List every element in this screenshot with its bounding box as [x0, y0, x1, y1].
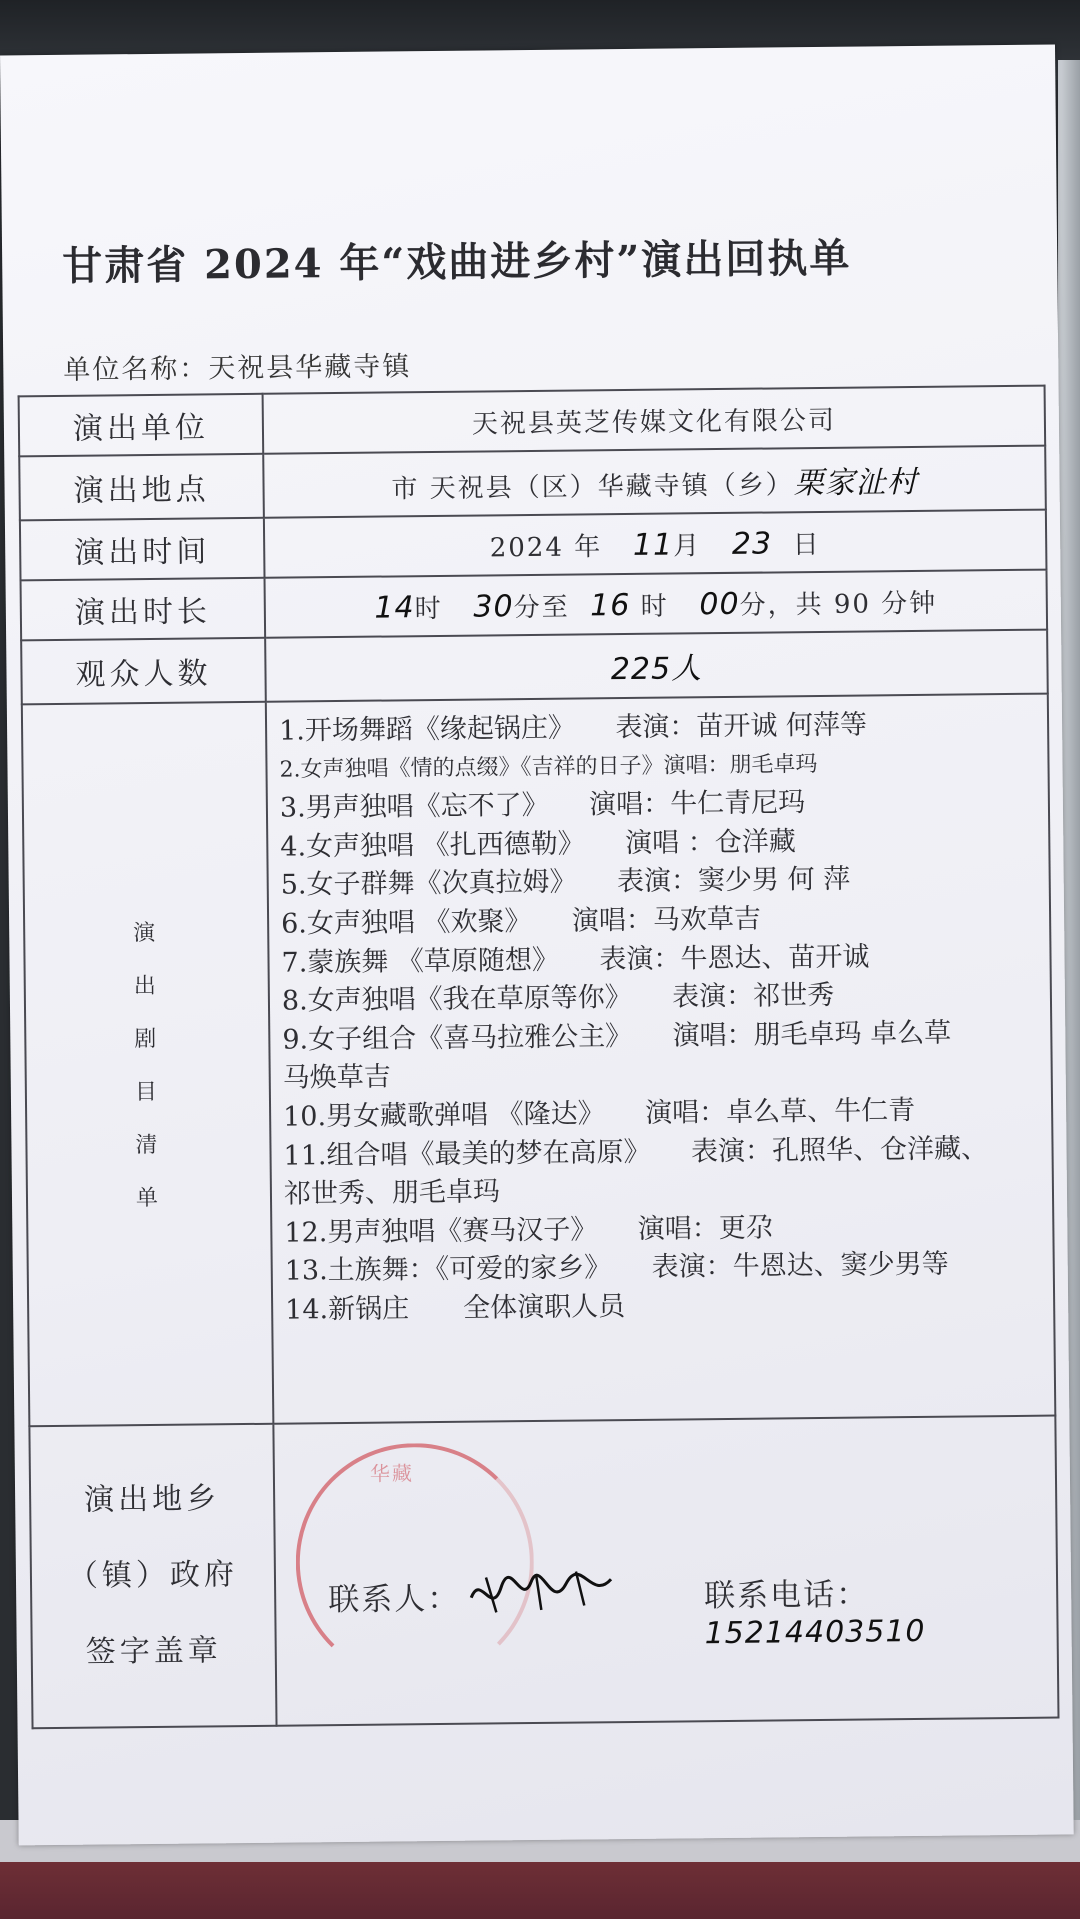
program-item-performer: 演唱：马欢草吉 — [517, 903, 762, 938]
program-label — [25, 915, 270, 1214]
program-item-title: 8.女声独唱《我在草原等你》 — [281, 982, 619, 1017]
program-item-title: 祁世秀、朋毛卓玛 — [283, 1176, 501, 1210]
duration-value — [265, 570, 1048, 638]
form-row-performer — [19, 386, 1046, 457]
form-row-sign — [29, 1416, 1058, 1729]
contact-person — [328, 1573, 460, 1619]
date-day-suffix: 日 — [792, 529, 821, 560]
program-item — [285, 1284, 1045, 1331]
program-item-performer: 表演：苗开诚 何萍等 — [561, 709, 868, 744]
program-list — [266, 694, 1056, 1424]
contact-label: 联系人： — [328, 1580, 461, 1619]
performer-label: 演出单位 — [19, 394, 264, 457]
program-item-title: 1.开场舞蹈《缘起锅庄》 — [278, 712, 562, 747]
program-label-char: 目 — [134, 1079, 162, 1106]
signature-scribble — [466, 1561, 617, 1623]
form-row-program — [22, 694, 1056, 1427]
form-row-duration — [21, 570, 1048, 641]
audience-value-cell — [265, 630, 1048, 702]
program-label-cell — [22, 702, 274, 1427]
sign-label — [29, 1424, 276, 1729]
date-month: 11 — [632, 527, 674, 563]
phone-value: 15214403510 — [704, 1613, 926, 1652]
program-item — [283, 1129, 1043, 1176]
program-item-performer: 表演：祁世秀 — [618, 979, 835, 1014]
document-title: 甘肃省 2024 年“戏曲进乡村”演出回执单 — [61, 234, 852, 290]
program-label-char: 清 — [135, 1132, 162, 1159]
form-row-location — [19, 446, 1046, 521]
sign-label-line2: （镇）政府 — [67, 1557, 239, 1594]
date-day: 23 — [731, 525, 773, 562]
program-item-title: 7.蒙族舞 《草原随想》 — [281, 944, 546, 979]
sign-area — [273, 1416, 1058, 1726]
date-month-suffix: 月 — [672, 530, 702, 562]
audience-label: 观众人数 — [21, 638, 266, 705]
date-year: 2024 年 — [489, 531, 603, 563]
program-item-title: 11.组合唱《最美的梦在高原》 — [283, 1136, 638, 1172]
duration-start-hour: 14 — [374, 589, 415, 626]
duration-tail: 分，共 90 分钟 — [739, 588, 938, 621]
program-item-title: 马焕草吉 — [282, 1061, 391, 1094]
form-row-audience — [21, 630, 1048, 705]
sign-label-line1: 演出地乡 — [83, 1481, 221, 1518]
program-item-title: 13.土族舞：《可爱的家乡》 — [284, 1252, 598, 1287]
program-item-performer: 演唱：卓么草、牛仁青 — [591, 1094, 916, 1130]
form-row-date — [20, 510, 1047, 581]
contact-phone — [704, 1567, 1057, 1652]
duration-label: 演出时长 — [21, 578, 266, 641]
program-item-performer: 全体演职人员 — [408, 1290, 626, 1325]
program-item — [285, 1245, 1045, 1292]
program-item-title: 3.男声独唱《忘不了》 — [279, 790, 536, 824]
duration-end-hour-suffix: 时 — [640, 591, 669, 622]
program-item-performer: 演唱：朋毛卓玛 卓么草 — [618, 1017, 952, 1052]
time-label: 演出时间 — [20, 518, 265, 581]
unit-name: 单位名称：天祝县华藏寺镇 — [63, 351, 412, 386]
sign-label-line3: 签字盖章 — [85, 1633, 222, 1670]
program-item-performer: 表演：孔照华、仓洋藏、 — [636, 1132, 989, 1168]
program-item-title: 2.女声独唱《情的点缀》《吉祥的日子》演唱：朋毛卓玛 — [279, 751, 818, 783]
duration-mid: 分至 — [513, 592, 570, 623]
program-label-char: 出 — [133, 973, 160, 1000]
program-item-title: 4.女声独唱 《扎西德勒》 — [280, 828, 572, 863]
location-value — [263, 446, 1046, 518]
program-item-title: 10.男女藏歌弹唱 《隆达》 — [282, 1098, 592, 1133]
document-sheet — [0, 44, 1074, 1845]
stamp-text: 华藏 — [369, 1461, 415, 1486]
duration-start-hour-suffix: 时 — [414, 593, 443, 624]
program-item-title: 9.女子组合《喜马拉雅公主》 — [282, 1020, 619, 1056]
program-item-performer: 表演：窦少男 何 萍 — [562, 864, 851, 899]
background-table-edge — [0, 1862, 1080, 1919]
program-item-performer: 表演：牛恩达、苗开诚 — [545, 941, 870, 976]
date-value — [264, 510, 1047, 578]
program-item-title: 6.女声独唱 《欢聚》 — [280, 906, 519, 940]
program-item-performer: 演唱：更尕 — [583, 1212, 773, 1246]
program-label-char: 剧 — [134, 1026, 161, 1053]
program-item-title: 14.新锅庄 — [285, 1293, 410, 1326]
location-label: 演出地点 — [19, 454, 264, 521]
duration-start-min: 30 — [473, 588, 514, 625]
receipt-form — [18, 385, 1060, 1730]
program-item-performer: 演唱 ：仓洋藏 — [570, 826, 796, 860]
duration-end-hour: 16 — [589, 587, 631, 623]
duration-end-min: 00 — [699, 586, 740, 622]
program-item-title: 5.女子群舞《次真拉姆》 — [280, 867, 564, 902]
program-item-title: 12.男声独唱《赛马汉子》 — [284, 1214, 584, 1249]
program-item-performer: 表演：牛恩达、窦少男等 — [597, 1248, 949, 1284]
location-handwritten: 栗家沚村 — [793, 464, 918, 502]
performer-value: 天祝县英芝传媒文化有限公司 — [263, 386, 1046, 454]
location-printed: 市 天祝县（区）华藏寺镇（乡） — [391, 470, 794, 505]
program-label-char: 单 — [135, 1185, 163, 1212]
program-label-char: 演 — [133, 920, 160, 947]
phone-label: 联系电话： — [704, 1576, 870, 1615]
program-item-performer: 演唱：牛仁青尼玛 — [535, 787, 806, 822]
audience-value: 225人 — [610, 651, 703, 688]
